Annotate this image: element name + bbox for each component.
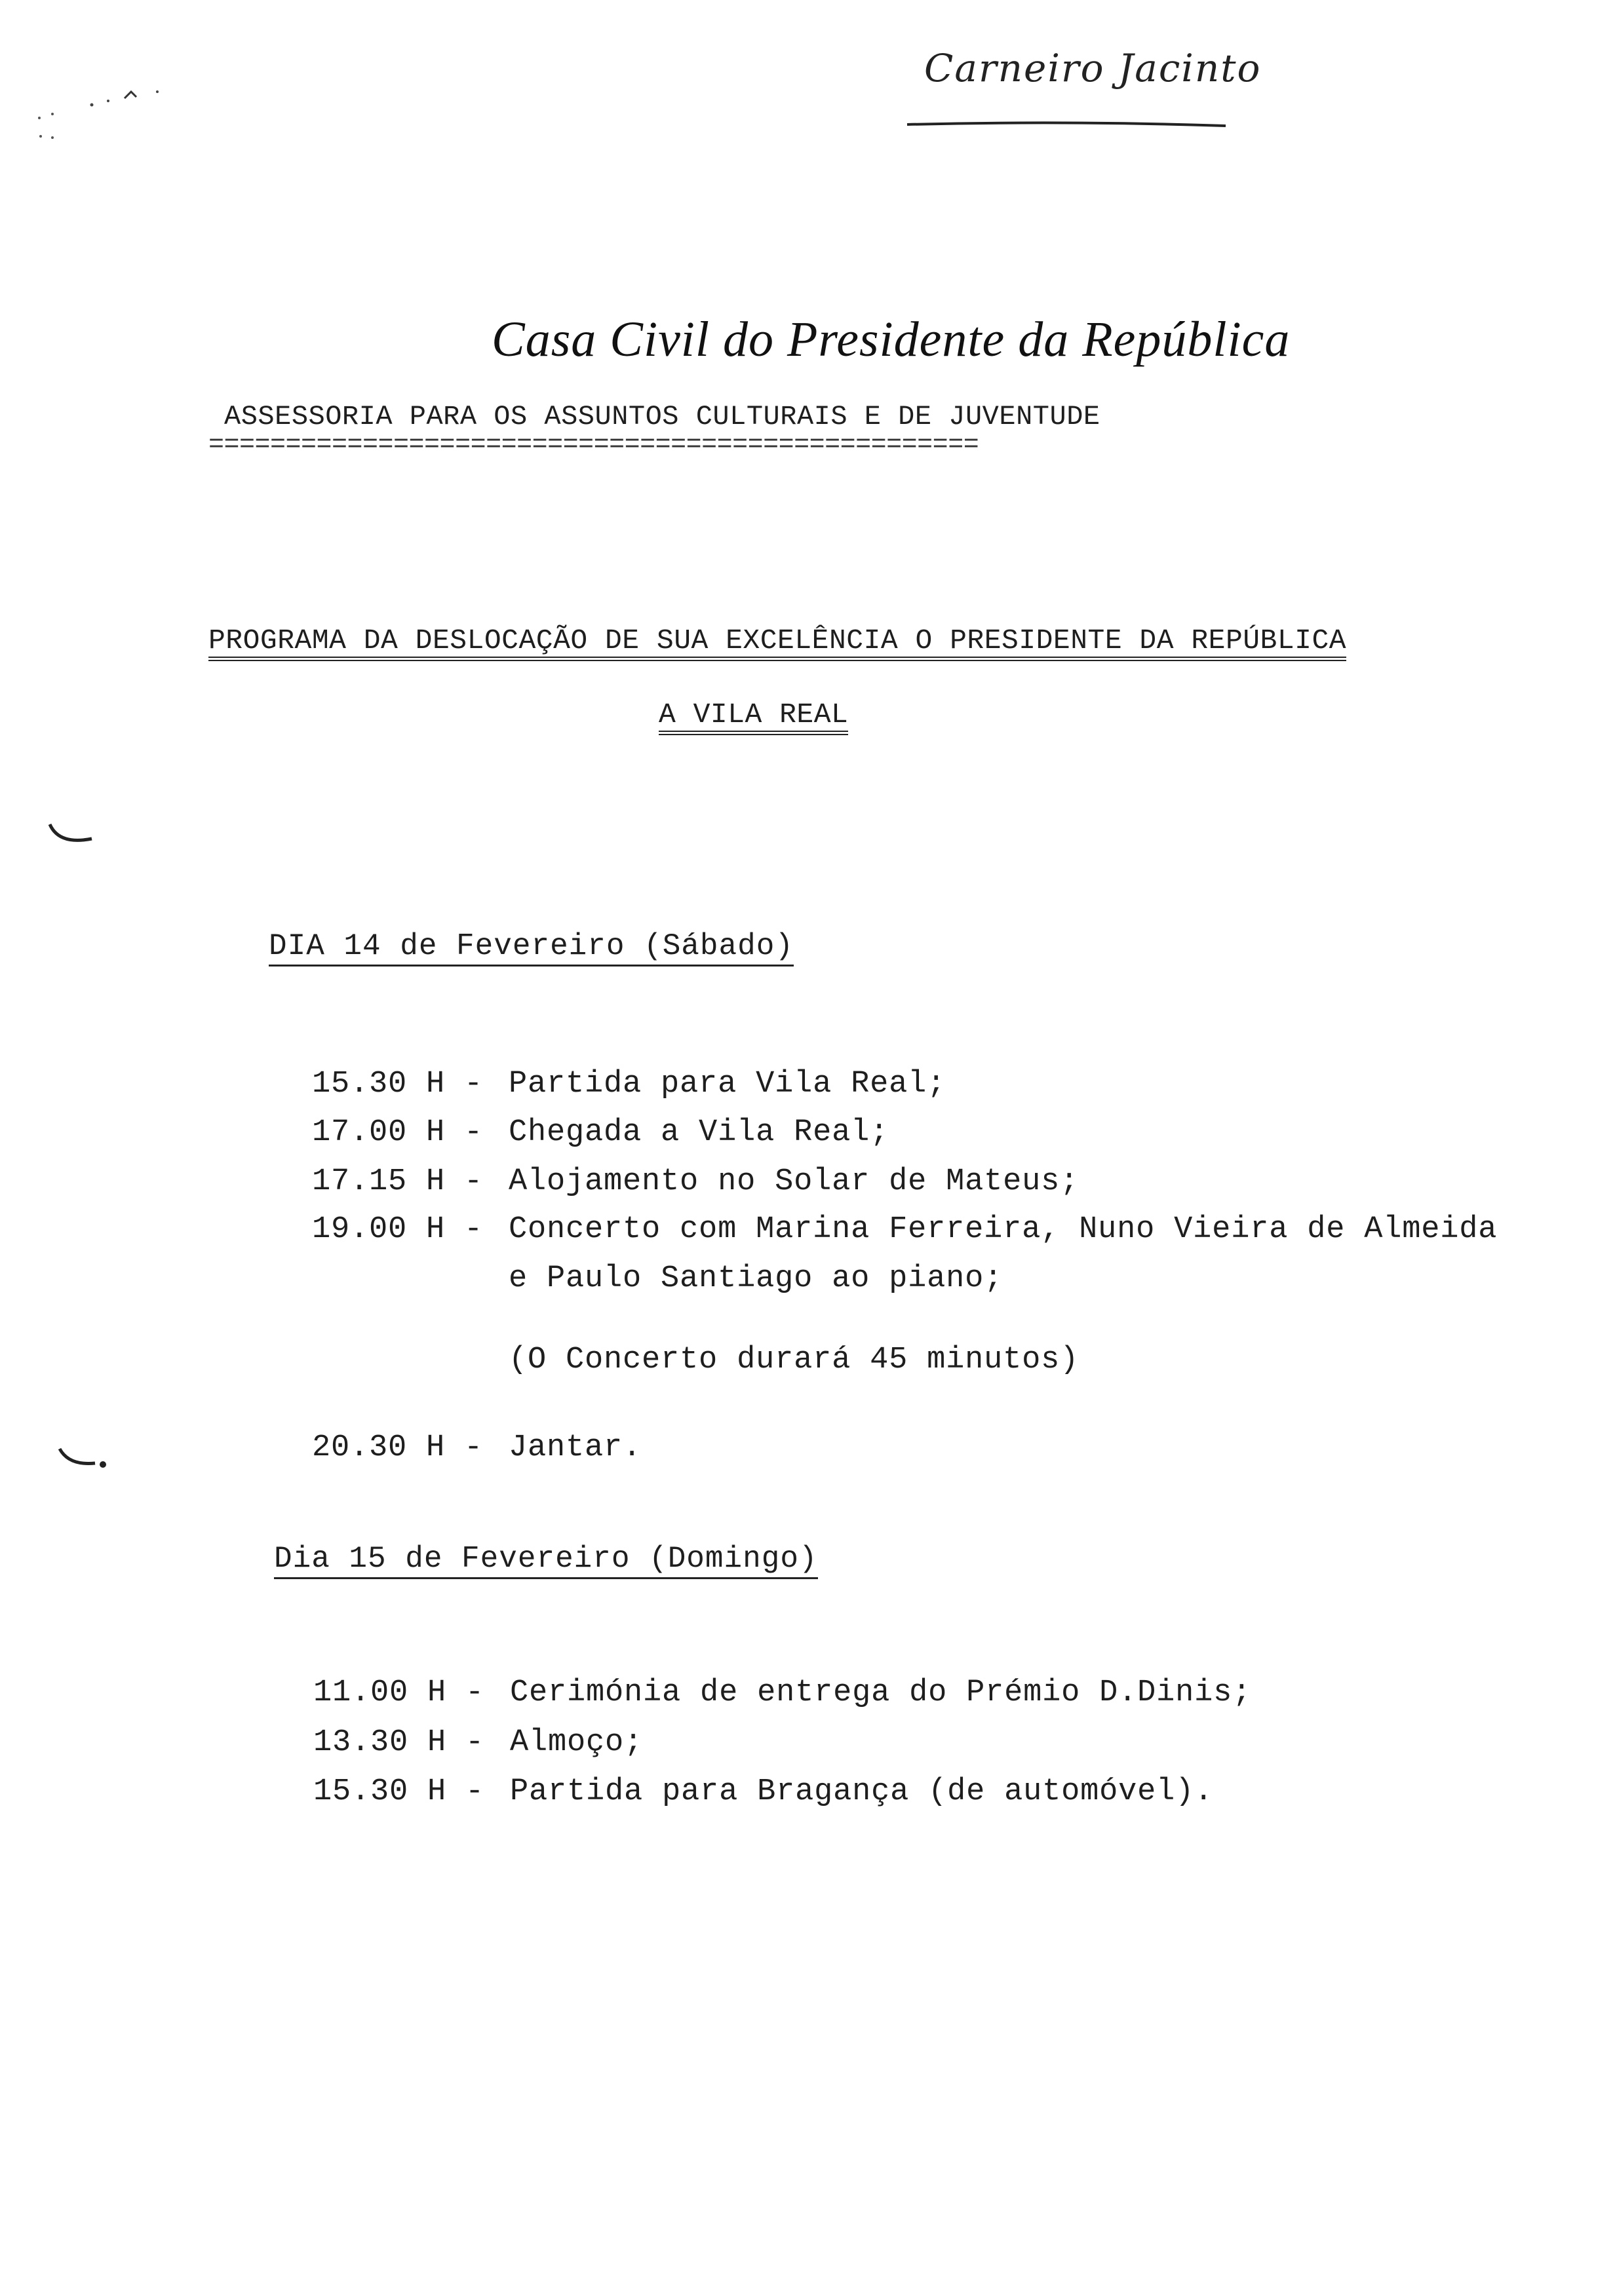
schedule-item	[274, 1396, 642, 1465]
handwritten-underline	[905, 118, 1232, 131]
department-header: ASSESSORIA PARA OS ASSUNTOS CULTURAIS E DE JUVENTUDE	[224, 401, 1100, 432]
letterhead: Casa Civil do Presidente da República	[492, 312, 1291, 367]
margin-mark-1	[46, 819, 98, 852]
day-heading: Dia 15 de Fevereiro (Domingo)	[274, 1543, 818, 1579]
schedule-time: 13.30 H -	[313, 1725, 485, 1760]
document-title-line2: A VILA REAL	[659, 700, 848, 735]
stray-ink-marks	[33, 72, 164, 144]
schedule-text: e Paulo Santiago ao piano;	[509, 1261, 1003, 1296]
schedule-text: Almoço;	[510, 1725, 644, 1760]
schedule-time: 15.30 H -	[312, 1067, 484, 1101]
schedule-text: Cerimónia de entrega do Prémio D.Dinis;	[510, 1675, 1252, 1710]
schedule-text: Jantar.	[509, 1430, 642, 1465]
schedule-text: Partida para Bragança (de automóvel).	[510, 1774, 1214, 1809]
schedule-item-continuation	[274, 1227, 1003, 1296]
schedule-time: 19.00 H -	[312, 1212, 484, 1247]
schedule-text: (O Concerto durará 45 minutos)	[509, 1343, 1080, 1377]
schedule-time: 17.15 H -	[312, 1164, 484, 1199]
schedule-time: 20.30 H -	[312, 1430, 484, 1465]
handwritten-note: Carneiro Jacinto	[924, 46, 1262, 90]
document-title-line1: PROGRAMA DA DESLOCAÇÃO DE SUA EXCELÊNCIA O PRESIDENTE DA REPÚBLICA	[208, 626, 1346, 661]
schedule-time: 17.00 H -	[312, 1115, 484, 1150]
schedule-text: Alojamento no Solar de Mateus;	[509, 1164, 1080, 1199]
day-heading: DIA 14 de Fevereiro (Sábado)	[269, 930, 794, 966]
schedule-text: Concerto com Marina Ferreira, Nuno Vieira de Almeida	[509, 1212, 1498, 1247]
schedule-note	[274, 1308, 1079, 1377]
schedule-text: Partida para Vila Real;	[509, 1067, 946, 1101]
margin-mark-2	[56, 1445, 115, 1478]
schedule-item	[275, 1740, 1213, 1809]
schedule-time: 11.00 H -	[313, 1675, 485, 1710]
department-separator: ==================================================	[208, 430, 979, 460]
schedule-text: Chegada a Vila Real;	[509, 1115, 889, 1150]
schedule-time: 15.30 H -	[313, 1774, 485, 1809]
